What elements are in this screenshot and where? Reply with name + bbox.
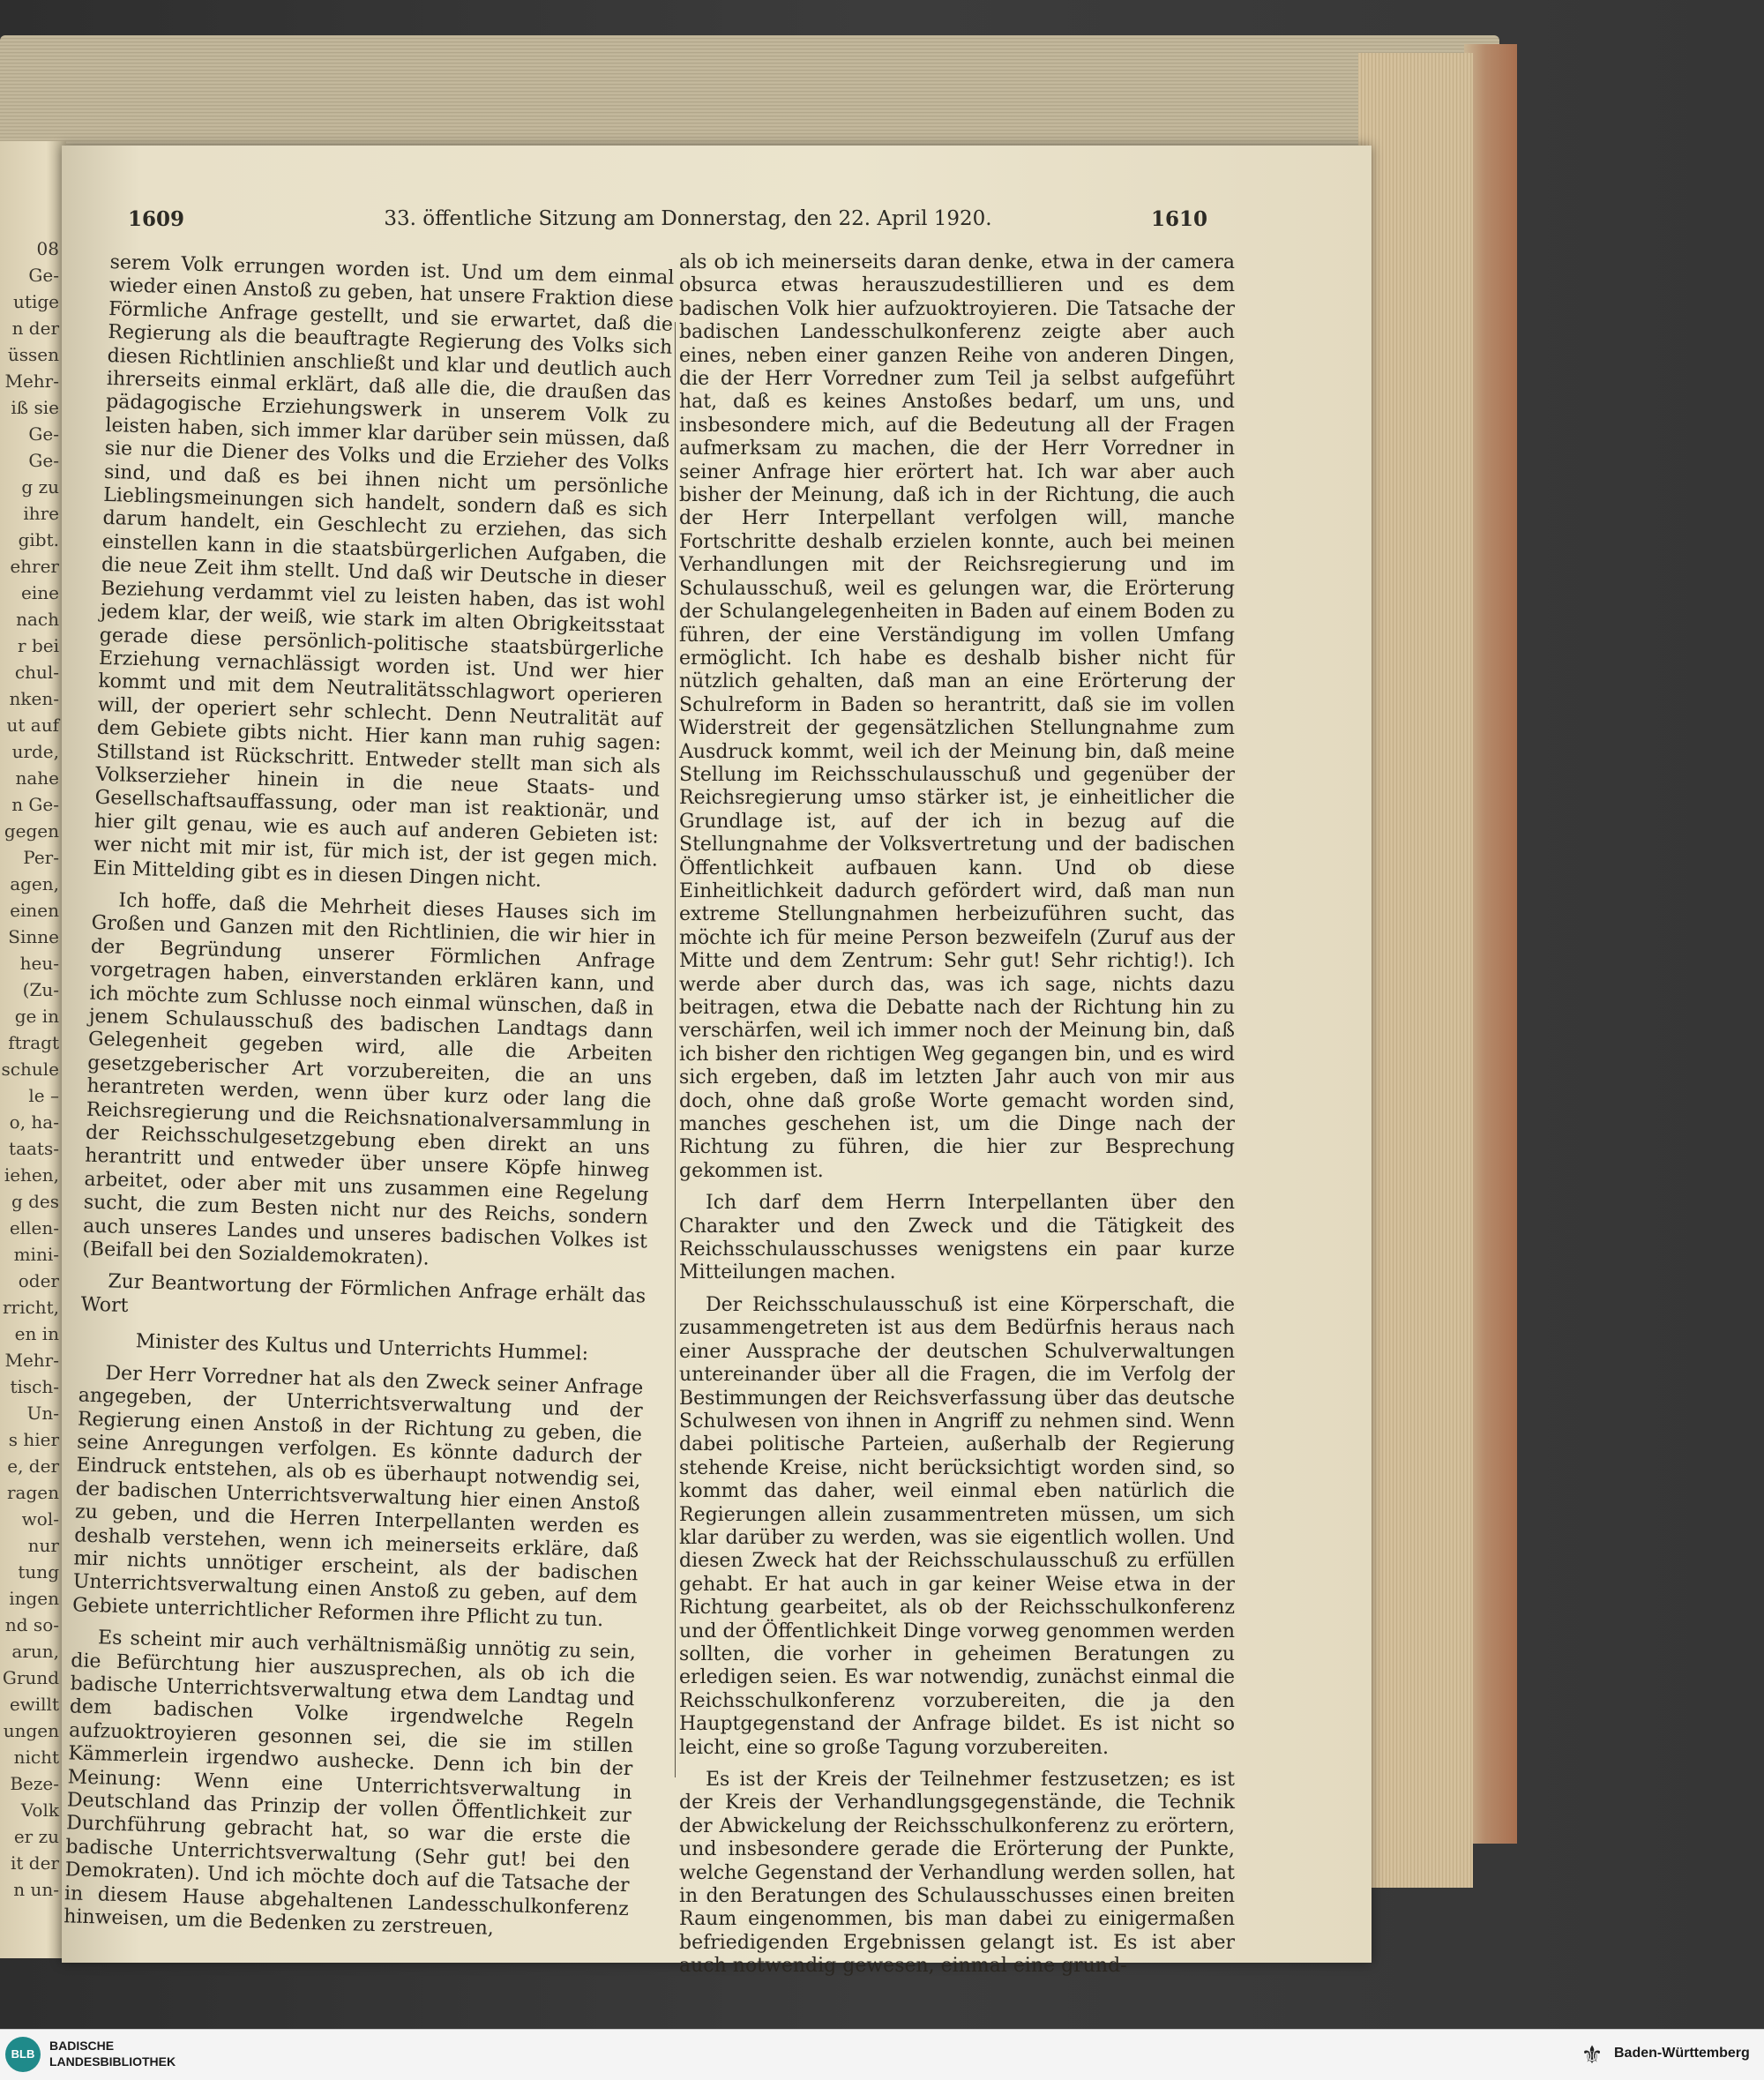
left-page-text-fragment: (Zu- — [22, 979, 59, 1000]
left-page-text-fragment: it der — [11, 1852, 59, 1874]
left-page-text-fragment: Mehr- — [4, 1350, 59, 1371]
left-page-text-fragment: Sinne — [8, 926, 59, 947]
left-page-text-fragment: heu- — [19, 953, 59, 974]
left-page-text-fragment: nach — [16, 609, 59, 630]
left-page-text-fragment: ragen — [6, 1482, 59, 1503]
paragraph: Zur Beantwortung der Förmlichen Anfrage erhält das Wort — [80, 1270, 647, 1317]
left-page-text-fragment: arun, — [11, 1641, 59, 1662]
left-page-text-fragment: Ge- — [28, 265, 59, 286]
left-page-text-fragment: nken- — [9, 688, 59, 709]
book-top-edge — [0, 35, 1499, 150]
left-page-text-fragment: nahe — [15, 767, 59, 789]
left-page-text-fragment: utige — [13, 291, 59, 312]
paragraph: Es ist der Kreis der Teilnehmer festzusetzen; es ist der Kreis der Verhandlungsgegenstände, die Technik der Abwickelung der Reichsschulkonferenz zu erörtern, und insbesondere gerade die Erörterung der Punkte, welche Gegenstand der Verhandlung werden sollen, hat in den Beratungen des Schulausschusses einen breiten Raum eingenommen, bis man dabei zu einigermaßen befriedigenden Ergebnissen gelangt ist. Es ist aber auch notwendig gewesen, einmal eine grund- — [679, 1769, 1235, 1978]
left-page-text-fragment: urde, — [11, 741, 59, 762]
left-page-text-fragment: s hier — [8, 1429, 59, 1450]
left-page-text-fragment: Per- — [23, 847, 59, 868]
left-page-text-fragment: le – — [28, 1085, 59, 1106]
left-page-text-fragment: Ge- — [28, 423, 59, 445]
book-page-edges — [1358, 53, 1473, 1888]
coat-of-arms-icon: ⚜ — [1581, 2040, 1603, 2069]
left-page-text-fragment: üssen — [7, 344, 59, 365]
left-page-text-fragment: Volk — [20, 1799, 59, 1821]
left-text-column — [64, 251, 675, 1954]
left-page-text-fragment: gegen — [4, 820, 59, 842]
left-page-text-fragment: ehrer — [10, 556, 59, 577]
paragraph: Es scheint mir auch verhältnismäßig unnötig zu sein, die Befürchtung hier auszusprechen, als ob ich die badische Unterrichtsverwaltung etwa dem Landtag und dem badischen Volke irgendwelche Regeln aufzuoktroyieren gesonnen sei, die sie im stillen Kämmerlein irgendwo aushecke. Denn ich bin der Meinung: Wenn eine Unterrichtsverwaltung in Deutschland das Prinzip der vollen Öffentlichkeit zur Durchführung gebracht hat, so war die erste die badische Unterrichtsverwaltung (Sehr gut! bei den Demokraten). Und ich möchte doch auf die Tatsache der in diesem Hause abgehaltenen Landesschulkonferenz hinweisen, um die Bedenken zu zerstreuen, — [63, 1627, 637, 1940]
left-page-text-fragment: ungen — [3, 1720, 59, 1741]
left-page-text-fragment: n Ge- — [11, 794, 59, 815]
left-page-text-fragment: tung — [18, 1561, 59, 1582]
viewer-footer — [0, 2029, 1764, 2080]
left-page-text-fragment: g des — [11, 1191, 59, 1212]
library-name-line1: BADISCHE — [49, 2039, 115, 2053]
left-page-margin — [0, 141, 66, 1958]
left-page-text-fragment: ingen — [9, 1588, 59, 1609]
left-page-text-fragment: wol- — [21, 1508, 59, 1530]
left-page-text-fragment: iß sie — [11, 397, 59, 418]
book-page — [62, 146, 1372, 1978]
left-page-text-fragment: ge in — [14, 1006, 59, 1027]
blb-logo-icon[interactable]: BLB — [5, 2037, 41, 2072]
left-page-text-fragment: Grund — [2, 1667, 59, 1688]
library-name-line2: LANDESBIBLIOTHEK — [49, 2054, 176, 2069]
column-divider — [675, 322, 676, 1777]
left-page-text-fragment: ftragt — [8, 1032, 59, 1053]
left-page-text-fragment: g zu — [21, 476, 59, 498]
left-page-text-fragment: nicht — [13, 1747, 59, 1768]
paragraph: Ich darf dem Herrn Interpellanten über den Charakter und den Zweck und die Tätigkeit des Reichsschulausschusses wenigstens ein paar kurze Mitteilungen machen. — [679, 1192, 1235, 1284]
left-page-text-fragment: Ge- — [28, 450, 59, 471]
right-text-column — [679, 251, 1235, 1987]
left-page-text-fragment: rricht, — [3, 1297, 59, 1318]
running-title: 33. öffentliche Sitzung am Donnerstag, den 22. April 1920. — [384, 207, 992, 230]
paragraph: als ob ich meinerseits daran denke, etwa in der camera obsurca etwas herauszudestillieren und es dem badischen Volk hier aufzuoktroyieren. Die Tatsache der badischen Landesschulkonferenz zeigte aber auch eines, neben einer ganzen Reihe von anderen Dingen, die der Herr Vorredner zum Teil ja selbst aufgeführt hat, daß es keines Anstoßes bedarf, um uns, und insbesondere mich, auf die Bedeutung all der Fragen aufmerksam zu machen, die der Herr Vorredner in seiner Anfrage hier erörtert hat. Ich war aber auch bisher der Meinung, daß ich in der Richtung, die auch der Herr Interpellant verfolgen will, manche Fortschritte deshalb erzielen konnte, auch bei meinen Verhandlungen mit der Reichsregierung und im Schulausschuß, weil es gelungen war, die Erörterung der Schulangelegenheiten in Baden auf einem Boden zu führen, der eine Verständigung im vollen Umfang ermöglicht. Ich habe es deshalb bisher nicht für nützlich gehalten, daß man an eine Erörterung der Schulreform in Baden so herantritt, daß sie im vollen Widerstreit der gegensätzlichen Stellungnahme zum Ausdruck kommt, weil ich der Meinung bin, daß meine Stellung im Reichsschulausschuß und gegenüber der Reichsregierung umso stärker ist, je einheitlicher die Grundlage ist, auf der ich in bezug auf die Stellungnahme der Volksvertretung und der badischen Öffentlichkeit aufbauen kann. Und ob diese Einheitlichkeit dadurch gefördert wird, daß man nun extreme Stellungnahmen herbeizuführen sucht, das möchte ich für meine Person bezweifeln (Zuruf aus der Mitte und dem Zentrum: Sehr gut! Sehr richtig!). Ich werde aber durch das, was ich sage, nichts dazu beitragen, etwa die Debatte nach der Richtung hin zu verschärfen, weil ich immer noch der Meinung bin, daß ich bisher den richtigen Weg gegangen bin, und es wird sich ergeben, daß im letzten Jahr auch von mir aus doch, ohne daß große Worte gemacht worden sind, manches geschehen ist, um die Dinge nach der Richtung zu führen, die hier zur Besprechung gekommen ist. — [679, 251, 1235, 1182]
left-page-text-fragment: r bei — [18, 635, 59, 656]
left-page-text-fragment: e, der — [7, 1455, 59, 1477]
library-name[interactable] — [49, 2038, 261, 2069]
left-page-text-fragment: ihre — [23, 503, 59, 524]
left-page-text-fragment: schule — [1, 1059, 59, 1080]
left-page-text-fragment: er zu — [13, 1826, 59, 1847]
left-page-text-fragment: n der — [11, 318, 59, 339]
paragraph: serem Volk errungen worden ist. Und um dem einmal wieder einen Anstoß zu geben, hat unsere Fraktion diese Förmliche Anfrage gestellt, und sie erwartet, daß die Regierung als die beauftragte Regierung des Volks sich diesen Richtlinien anschließt und klar und deutlich auch ihrerseits einmal erklärt, daß alle die, die draußen das pädagogische Erziehungswerk in unserem Volk zu leisten haben, sich immer klar darüber sein müssen, daß sie nur die Diener des Volks und die Erzieher des Volks sind, und daß es bei ihnen nicht um persönliche Lieblingsmeinungen sich handelt, sondern daß es sich darum handelt, ein Geschlecht zu erziehen, das sich einstellen kann in die staatsbürgerlichen Aufgaben, die die neue Zeit ihm stellt. Und daß wir Deutsche in dieser Beziehung verdammt viel zu leisten haben, das ist wohl jedem klar, der weiß, wie stark im alten Obrigkeitsstaat gerade diese persönlich-politische staatsbürgerliche Erziehung vernachlässigt worden ist. Und wer hier kommt und mit dem Neutralitätsschlagwort operieren will, der operiert sehr schlecht. Denn Neutralität auf dem Gebiete gibts nicht. Hier kann man ruhig sagen: Stillstand ist Rückschritt. Entweder stellt man sich als Volkserzieher hinein in die neue Staats- und Gesellschaftsauffassung, oder man ist reaktionär, und hier gilt genau, wie es auch auf anderen Gebieten ist: wer nicht mit mir ist, für mich ist, der ist gegen mich. Ein Mittelding gibt es in diesen Dingen nicht. — [93, 251, 675, 892]
left-page-text-fragment: chul- — [14, 662, 59, 683]
left-page-text-fragment: ellen- — [9, 1217, 59, 1238]
left-page-text-fragment: ut auf — [6, 715, 59, 736]
left-page-text-fragment: en in — [14, 1323, 59, 1344]
left-page-text-fragment: oder — [18, 1270, 59, 1291]
left-page-text-fragment: agen, — [10, 873, 59, 894]
page-number-left: 1609 — [128, 207, 185, 231]
left-page-text-fragment: taats- — [9, 1138, 59, 1159]
left-page-text-fragment: Mehr- — [4, 370, 59, 392]
left-page-text-fragment: mini- — [13, 1244, 59, 1265]
paragraph: Der Herr Vorredner hat als den Zweck seiner Anfrage angegeben, der Unterrichtsverwaltung und der Regierung einen Anstoß in der Richtung zu geben, die seine Anregungen verfolgen. Es könnte dadurch der Eindruck entstehen, als ob es überhaupt notwendig sei, der badischen Unterrichtsverwaltung hier einen Anstoß zu geben, und die Herren Interpellanten werden es deshalb verstehen, wenn ich meinerseits erkläre, daß mir nichts unnötiger erscheint, als der badischen Unterrichtsverwaltung einen Anstoß zu geben, auf dem Gebiete unterrichtlicher Reformen ihre Pflicht zu tun. — [71, 1362, 644, 1631]
left-page-text-fragment: nd so- — [4, 1614, 59, 1635]
state-name[interactable]: Baden-Württemberg — [1614, 2046, 1750, 2061]
left-page-text-fragment: eine — [21, 582, 59, 603]
left-page-text-fragment: ewillt — [9, 1694, 59, 1715]
left-page-text-fragment: o, ha- — [9, 1111, 59, 1133]
left-page-text-fragment: einen — [10, 900, 59, 921]
left-page-text-fragment: iehen, — [4, 1164, 59, 1186]
left-page-text-fragment: tisch- — [10, 1376, 59, 1397]
paragraph: Ich hoffe, daß die Mehrheit dieses Hauses sich im Großen und Ganzen mit den Richtlinien, die wir hier in der Begründung unserer Förmlichen Anfrage vorgetragen haben, einverstanden erklären kann, und ich möchte zum Schlusse noch einmal wünschen, daß in jenem Schulausschuß des badischen Landtags dann Gelegenheit gegeben wird, alle die Arbeiten gesetzgeberischer Art vorzubereiten, die an uns herantreten werden, wenn über kurz oder lang die Reichsregierung und die Reichsnationalversammlung in der Reichsschulgesetzgebung eben direkt an uns herantritt und entweder über unsere Köpfe hinweg arbeitet, oder aber mit uns zusammen eine Regelung sucht, die zum Besten nicht nur des Reichs, sondern auch unseres Landes und unseres badischen Volkes ist (Beifall bei den Sozialdemokraten). — [82, 889, 657, 1270]
page-number-right: 1610 — [1151, 207, 1208, 231]
left-page-text-fragment: 08 — [36, 238, 59, 259]
speaker-heading: Minister des Kultus und Unterrichts Hummel: — [135, 1330, 589, 1365]
left-page-text-fragment: Un- — [26, 1403, 59, 1424]
left-page-text-fragment: gibt. — [18, 529, 59, 550]
left-page-text-fragment: n un- — [13, 1879, 59, 1900]
left-page-text-fragment: nur — [27, 1535, 59, 1556]
paragraph: Der Reichsschulausschuß ist eine Körperschaft, die zusammengetreten ist aus dem Bedürfnis heraus nach einer Aussprache der deutschen Schulverwaltungen untereinander über all die Fragen, die im Verfolg der Bestimmungen der Reichsverfassung über das deutsche Schulwesen von ihnen in Angriff zu nehmen sind. Wenn dabei politische Parteien, außerhalb der Regierung stehende Kreise, nicht berücksichtigt worden sind, so kommt das daher, weil einmal eben natürlich die Regierungen allein zusammentreten müssen, um sich klar darüber zu werden, was sie eigentlich wollen. Und diesen Zweck hat der Reichsschulausschuß zu erfüllen gehabt. Er hat auch in gar keiner Weise etwa in der Richtung gearbeitet, als ob der Reichsschulkonferenz und der Öffentlichkeit Dinge vorweg genommen werden sollten, die vorher in geheimen Beratungen zu erledigen seien. Es war notwendig, zunächst einmal die Reichsschulkonferenz vorzubereiten, die ja den Hauptgegenstand der Anfrage bildet. Es ist nicht so leicht, eine so große Tagung vorzubereiten. — [679, 1293, 1235, 1759]
left-page-text-fragment: Beze- — [10, 1773, 59, 1794]
